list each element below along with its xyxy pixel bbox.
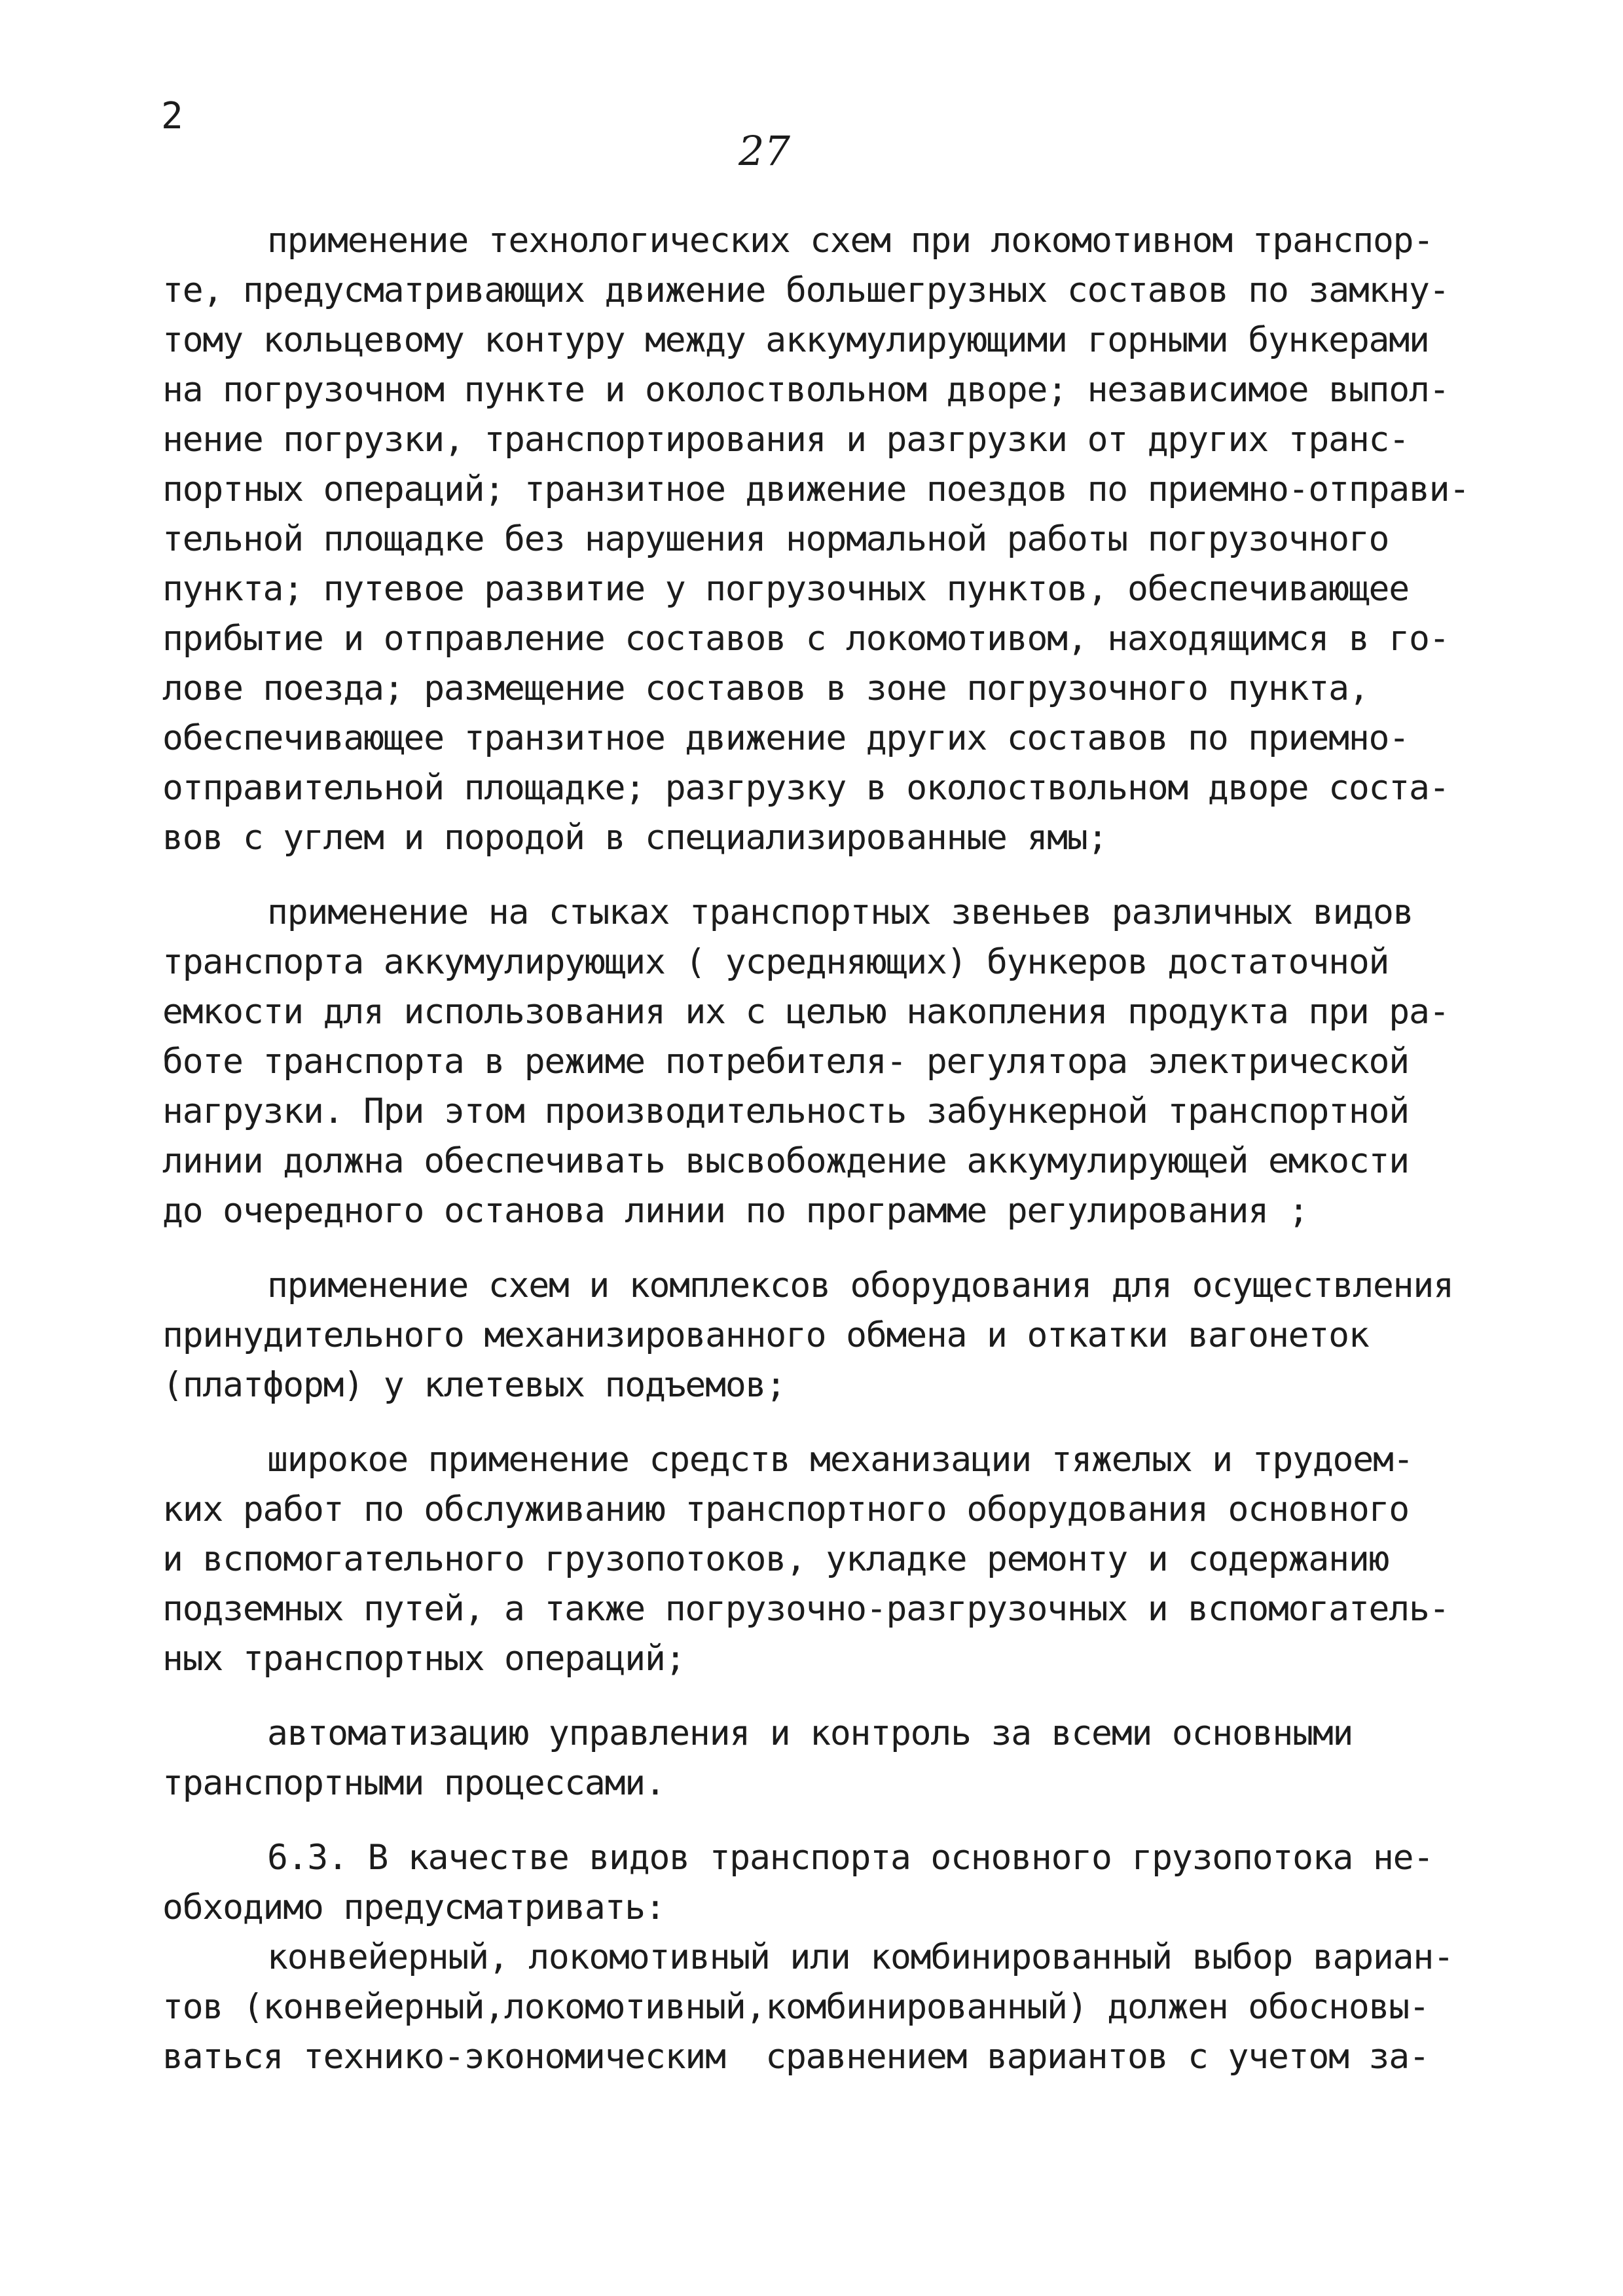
text-line: вов с углем и породой в специализированные ямы; <box>162 818 1108 858</box>
text-line: лове поезда; размещение составов в зоне погрузочного пункта, <box>162 668 1369 708</box>
text-line: автоматизацию управления и контроль за всеми основными <box>267 1713 1353 1753</box>
text-line: портных операций; транзитное движение поездов по приемно-отправи- <box>162 469 1470 509</box>
text-line: ных транспортных операций; <box>162 1639 685 1679</box>
text-line: нагрузки. При этом производительность забункерной транспортной <box>162 1091 1409 1131</box>
paragraph <box>162 1435 1472 1684</box>
text-line: обеспечивающее транзитное движение других составов по приемно- <box>162 718 1409 758</box>
text-line: пункта; путевое развитие у погрузочных пунктов, обеспечивающее <box>162 569 1409 609</box>
paragraph <box>162 888 1472 1236</box>
text-line: применение на стыках транспортных звеньев различных видов <box>267 892 1413 932</box>
text-line: 6.3. В качестве видов транспорта основного грузопотока не- <box>267 1838 1434 1878</box>
text-line: нение погрузки, транспортирования и разгрузки от других транс- <box>162 420 1409 460</box>
text-line: тому кольцевому контуру между аккумулирующими горными бункерами <box>162 320 1429 360</box>
text-line: на погрузочном пункте и околоствольном дворе; независимое выпол- <box>162 370 1450 410</box>
text-line: применение схем и комплексов оборудования для осуществления <box>267 1266 1453 1305</box>
text-line: транспорта аккумулирующих ( усредняющих) бункеров достаточной <box>162 942 1389 982</box>
sheet-number: 27 <box>739 127 790 175</box>
paragraph <box>162 216 1472 863</box>
text-line: до очередного останова линии по программе регулирования ; <box>162 1191 1309 1231</box>
paragraph <box>162 1709 1472 1808</box>
text-line: принудительного механизированного обмена и откатки вагонеток <box>162 1315 1369 1355</box>
text-line: конвейерный, локомотивный или комбинированный выбор вариан- <box>267 1937 1453 1977</box>
text-line: линии должна обеспечивать высвобождение аккумулирующей емкости <box>162 1141 1409 1181</box>
paragraph <box>162 1933 1472 2082</box>
text-line: широкое применение средств механизации тяжелых и трудоем- <box>267 1440 1413 1480</box>
text-line: ваться технико-экономическим сравнением вариантов с учетом за- <box>162 2037 1429 2077</box>
text-line: емкости для использования их с целью накопления продукта при ра- <box>162 992 1450 1032</box>
text-line: транспортными процессами. <box>162 1763 665 1803</box>
text-line: те, предусматривающих движение большегрузных составов по замкну- <box>162 270 1450 310</box>
page-number: 2 <box>161 95 183 137</box>
text-line: ких работ по обслуживанию транспортного оборудования основного <box>162 1489 1409 1529</box>
text-line: применение технологических схем при локомотивном транспор- <box>267 221 1434 261</box>
text-line: и вспомогательного грузопотоков, укладке ремонту и содержанию <box>162 1539 1389 1579</box>
text-line: обходимо предусматривать: <box>162 1887 665 1927</box>
text-line: отправительной площадке; разгрузку в околоствольном дворе соста- <box>162 768 1450 808</box>
text-line: прибытие и отправление составов с локомотивом, находящимся в го- <box>162 619 1450 659</box>
document-body <box>162 216 1472 2082</box>
text-line: (платформ) у клетевых подъемов; <box>162 1365 786 1405</box>
text-line: тов (конвейерный,локомотивный,комбинированный) должен обосновы- <box>162 1987 1429 2027</box>
text-line: подземных путей, а также погрузочно-разгрузочных и вспомогатель- <box>162 1589 1450 1629</box>
text-line: боте транспорта в режиме потребителя- регулятора электрической <box>162 1042 1409 1082</box>
paragraph <box>162 1833 1472 1933</box>
paragraph <box>162 1261 1472 1410</box>
text-line: тельной площадке без нарушения нормальной работы погрузочного <box>162 519 1389 559</box>
